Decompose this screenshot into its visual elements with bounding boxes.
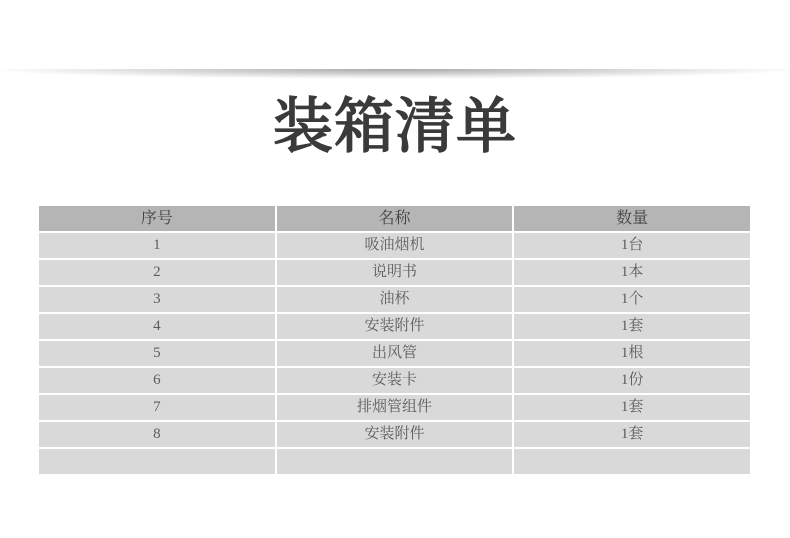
- cell-index: 8: [39, 422, 275, 447]
- cell-quantity: 1份: [514, 368, 750, 393]
- cell-index: 3: [39, 287, 275, 312]
- cell-index: 2: [39, 260, 275, 285]
- cell-quantity: 1个: [514, 287, 750, 312]
- page-title: 装箱清单: [273, 93, 517, 160]
- cell-quantity: 1根: [514, 341, 750, 366]
- column-header-name: 名称: [277, 206, 513, 231]
- column-header-quantity: 数量: [514, 206, 750, 231]
- cell-name: 出风管: [277, 341, 513, 366]
- cell-name: 说明书: [277, 260, 513, 285]
- top-band-shadow: [0, 69, 790, 83]
- cell-quantity-empty: [514, 449, 750, 474]
- cell-quantity: 1台: [514, 233, 750, 258]
- cell-index-empty: [39, 449, 275, 474]
- cell-quantity: 1本: [514, 260, 750, 285]
- cell-index: 5: [39, 341, 275, 366]
- cell-name-empty: [277, 449, 513, 474]
- top-white-band: [0, 0, 790, 69]
- cell-quantity: 1套: [514, 422, 750, 447]
- cell-quantity: 1套: [514, 314, 750, 339]
- cell-name: 吸油烟机: [277, 233, 513, 258]
- packing-table: [39, 206, 750, 474]
- cell-name: 安装卡: [277, 368, 513, 393]
- cell-quantity: 1套: [514, 395, 750, 420]
- cell-index: 1: [39, 233, 275, 258]
- cell-name: 油杯: [277, 287, 513, 312]
- cell-index: 4: [39, 314, 275, 339]
- cell-index: 7: [39, 395, 275, 420]
- cell-name: 排烟管组件: [277, 395, 513, 420]
- cell-name: 安装附件: [277, 314, 513, 339]
- column-header-index: 序号: [39, 206, 275, 231]
- cell-name: 安装附件: [277, 422, 513, 447]
- cell-index: 6: [39, 368, 275, 393]
